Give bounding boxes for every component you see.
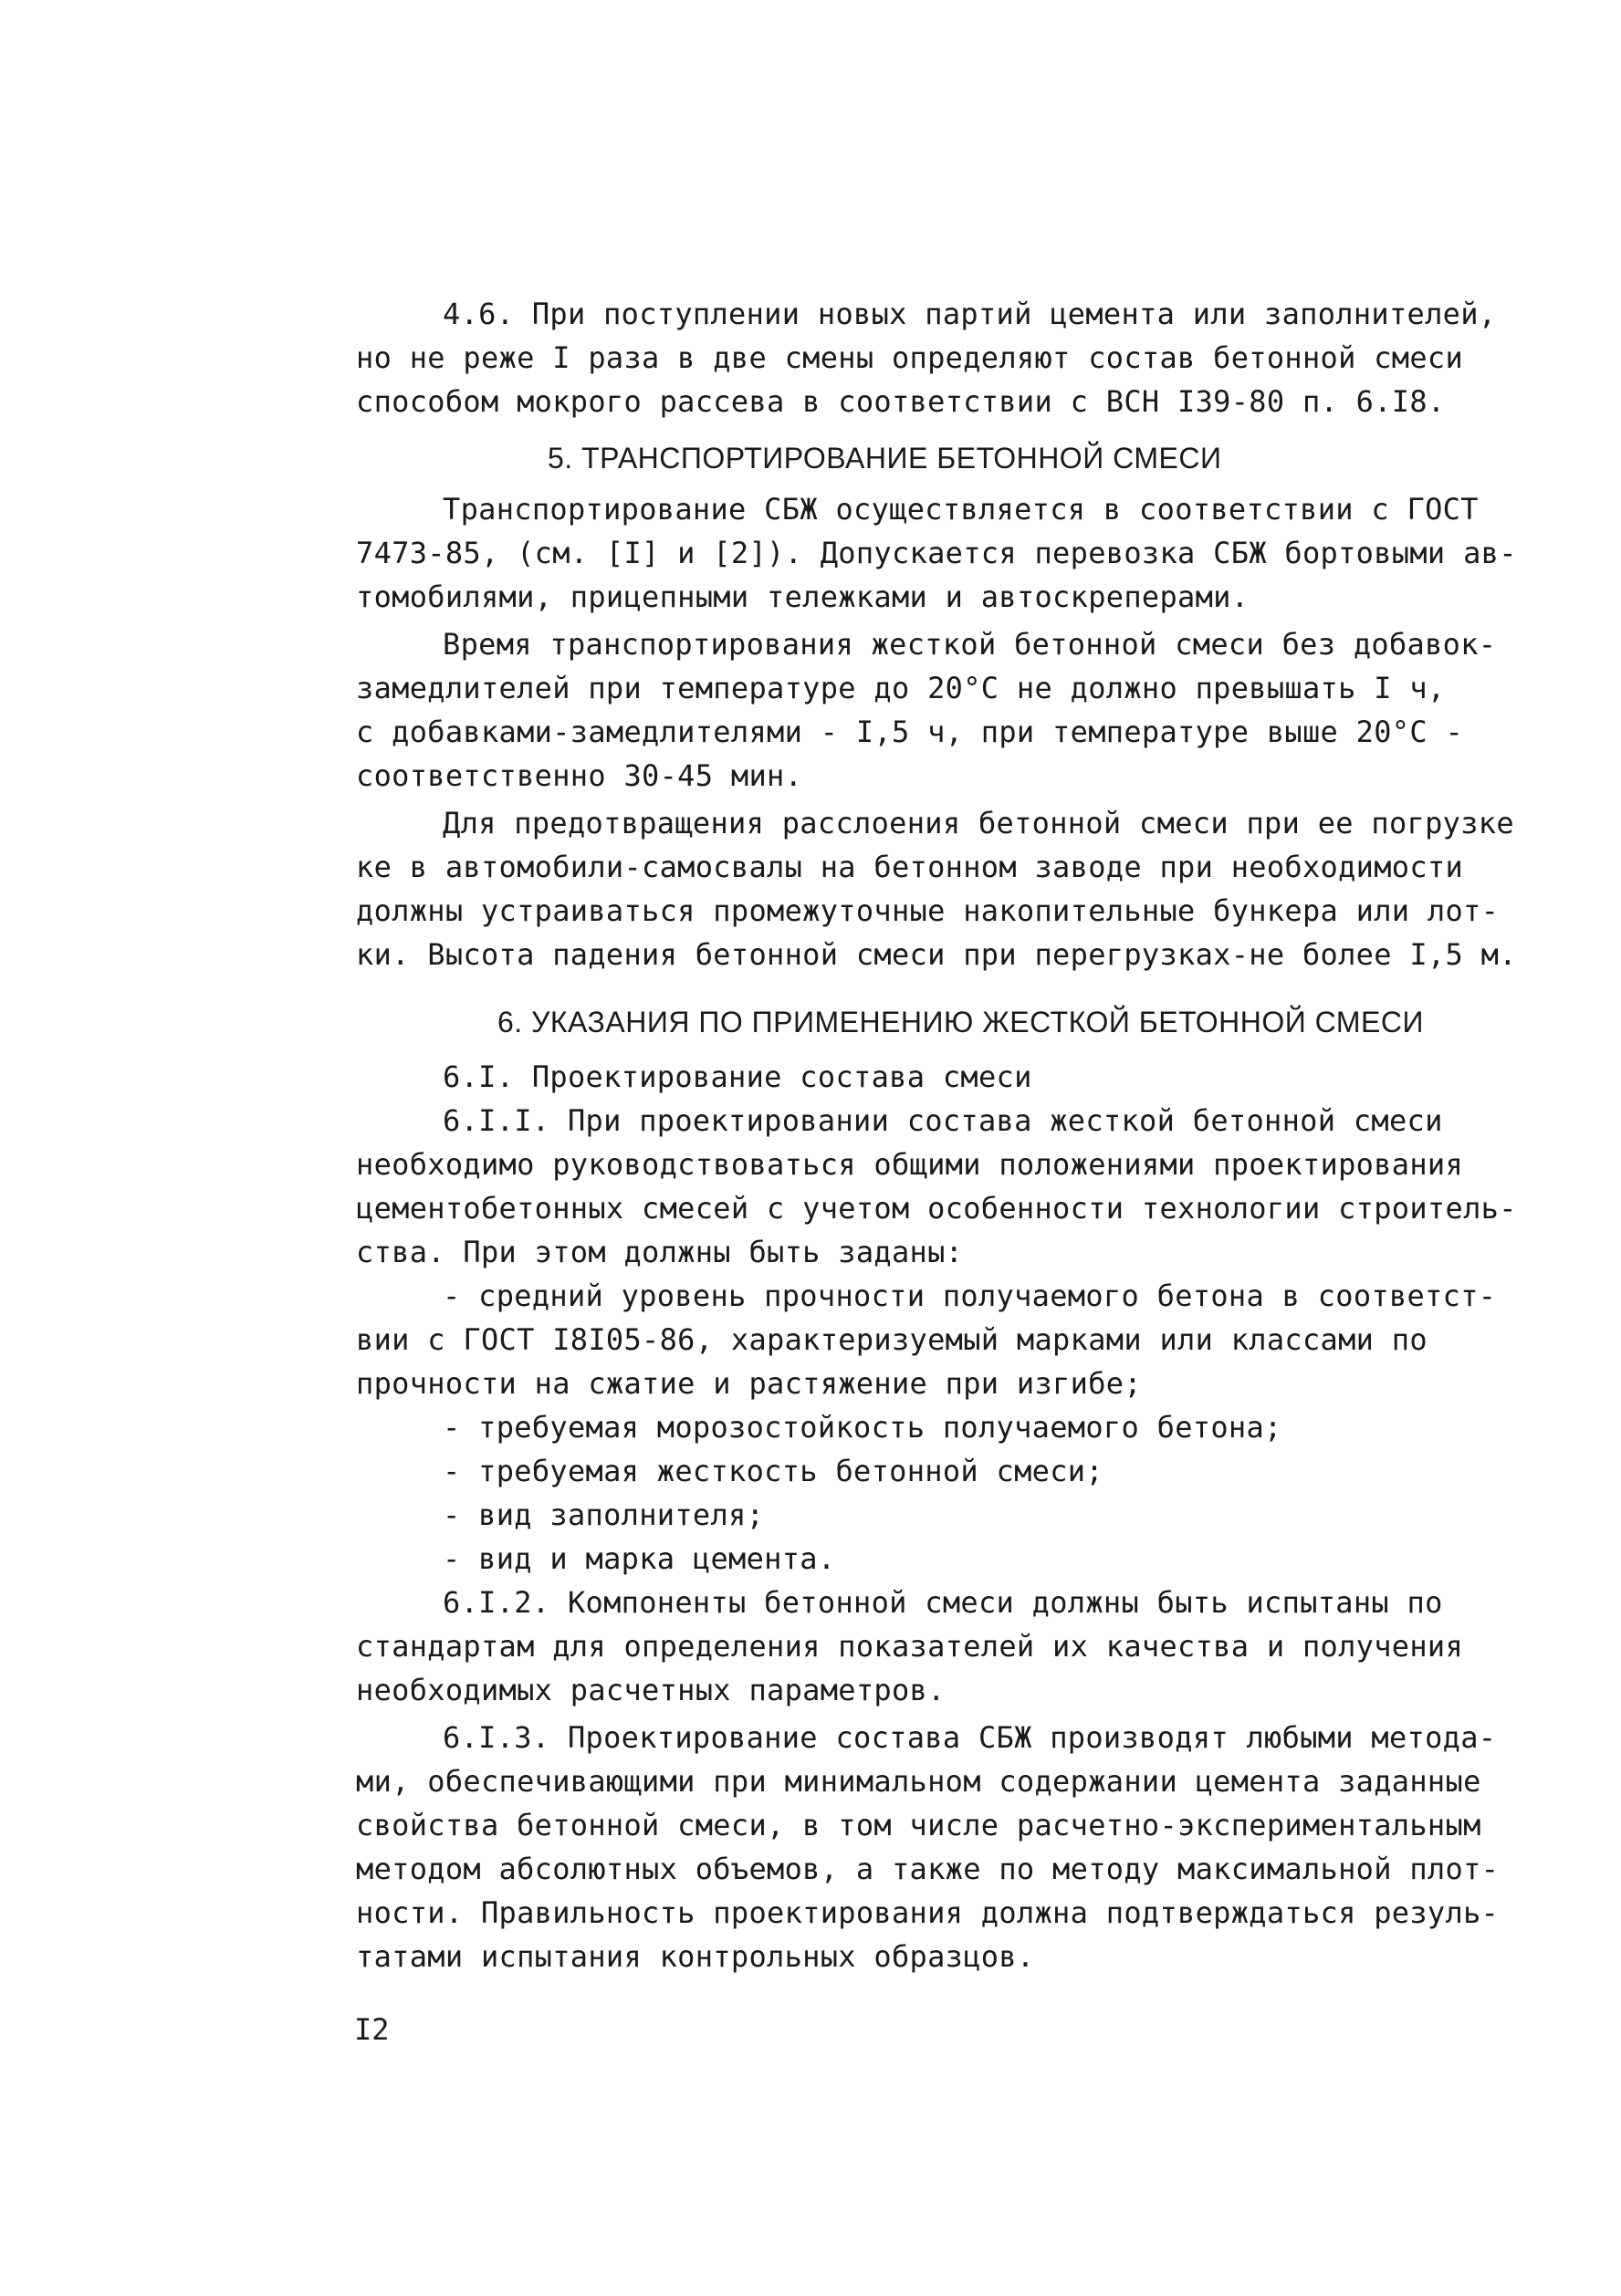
text-line: ности. Правильность проектирования должна подтверждаться резуль- xyxy=(356,1895,1500,1930)
text-line: 6.I.I. При проектировании состава жесткой бетонной смеси xyxy=(443,1103,1443,1138)
text-line: цементобетонных смесей с учетом особенности технологии строитель- xyxy=(356,1191,1517,1226)
page-number: I2 xyxy=(354,2012,390,2047)
text-line: должны устраиваться промежуточные накопительные бункера или лот- xyxy=(356,893,1500,928)
text-line: но не реже I раза в две смены определяют состав бетонной смеси xyxy=(356,340,1464,375)
text-line: прочности на сжатие и растяжение при изгибе; xyxy=(356,1366,1142,1401)
text-line: ми, обеспечивающими при минимальном содержании цемента заданные xyxy=(356,1764,1481,1799)
list-item: - требуемая морозостойкость получаемого бетона; xyxy=(443,1410,1282,1445)
text-line: Время транспортирования жесткой бетонной смеси без добавок- xyxy=(443,627,1497,662)
text-line: 7473-85, (см. [I] и [2]). Допускается перевозка СБЖ бортовыми ав- xyxy=(356,536,1517,570)
paragraph-5-time xyxy=(356,622,1543,798)
text-line: 6.I.3. Проектирование состава СБЖ производят любыми метода- xyxy=(443,1720,1497,1755)
text-line: вии с ГОСТ I8I05-86, характеризуемый марками или классами по xyxy=(356,1322,1428,1357)
text-line: ки. Высота падения бетонной смеси при перегрузках-не более I,5 м. xyxy=(356,937,1517,972)
paragraph-5-transport xyxy=(356,487,1543,619)
text-line: методом абсолютных объемов, а также по методу максимальной плот- xyxy=(356,1852,1500,1886)
text-line: соответственно 30-45 мин. xyxy=(356,758,803,793)
list-item: - требуемая жесткость бетонной смеси; xyxy=(443,1454,1103,1488)
text-line: томобилями, прицепными тележками и автоскреперами. xyxy=(356,579,1250,614)
document-page xyxy=(356,292,1543,1978)
paragraph-4-6 xyxy=(356,292,1543,423)
paragraph-6-1-1 xyxy=(356,1099,1543,1274)
text-line: необходимых расчетных параметров. xyxy=(356,1673,946,1707)
text-line: необходимо руководствоваться общими положениями проектирования xyxy=(356,1147,1464,1182)
list-item: - вид и марка цемента. xyxy=(443,1541,836,1576)
text-line: способом мокрого рассева в соответствии с ВСН I39-80 п. 6.I8. xyxy=(356,384,1446,419)
text-line: Транспортирование СБЖ осуществляется в соответствии с ГОСТ xyxy=(443,492,1479,527)
section-heading-6: 6. УКАЗАНИЯ ПО ПРИМЕНЕНИЮ ЖЕСТКОЙ БЕТОННОЙ СМЕСИ xyxy=(497,1006,1424,1038)
paragraph-5-segregation xyxy=(356,801,1543,976)
text-line: Для предотвращения расслоения бетонной смеси при ее погрузке xyxy=(443,806,1514,840)
paragraph-6-1-3 xyxy=(356,1716,1543,1978)
text-line: 6.I.2. Компоненты бетонной смеси должны быть испытаны по xyxy=(443,1585,1443,1620)
paragraph-6-1-2 xyxy=(356,1581,1543,1712)
requirements-list xyxy=(356,1274,1543,1581)
list-item: - вид заполнителя; xyxy=(443,1498,765,1532)
text-line: 4.6. При поступлении новых партий цемента или заполнителей, xyxy=(443,297,1497,331)
text-line: свойства бетонной смеси, в том числе расчетно-экспериментальным xyxy=(356,1808,1481,1842)
text-line: стандартам для определения показателей их качества и получения xyxy=(356,1629,1464,1664)
text-line: татами испытания контрольных образцов. xyxy=(356,1939,1035,1974)
text-line: ке в автомобили-самосвалы на бетонном заводе при необходимости xyxy=(356,850,1464,884)
text-line: - средний уровень прочности получаемого бетона в соответст- xyxy=(443,1278,1497,1313)
subsection-heading-6-1: 6.I. Проектирование состава смеси xyxy=(443,1059,1032,1094)
text-line: замедлителей при температуре до 20°С не должно превышать I ч, xyxy=(356,671,1446,705)
list-item xyxy=(356,1274,1543,1405)
section-heading-5: 5. ТРАНСПОРТИРОВАНИЕ БЕТОННОЙ СМЕСИ xyxy=(548,442,1222,475)
text-line: с добавками-замедлителями - I,5 ч, при температуре выше 20°С - xyxy=(356,715,1464,749)
text-line: ства. При этом должны быть заданы: xyxy=(356,1235,964,1269)
